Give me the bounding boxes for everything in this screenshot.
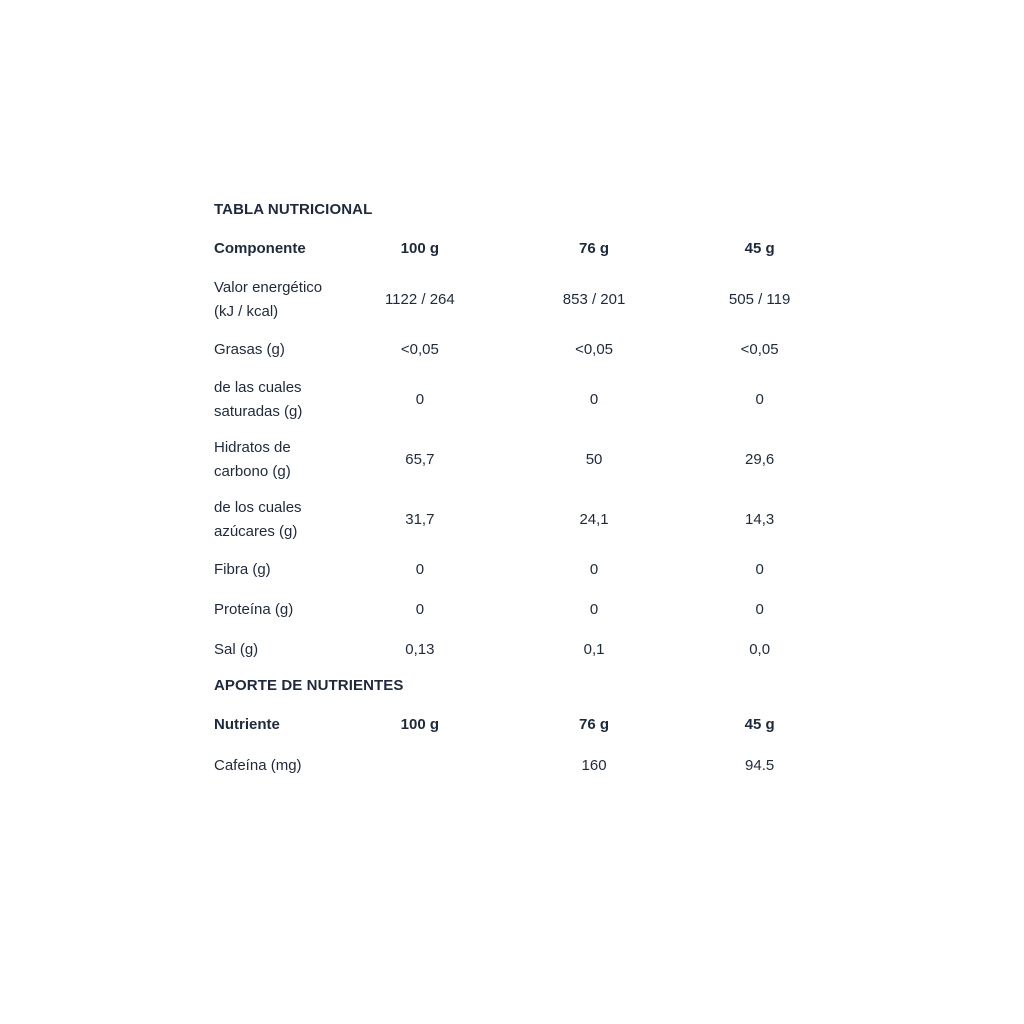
table-row-energy — [214, 270, 834, 330]
row-label: Grasas (g) — [214, 341, 285, 358]
nutrition-content — [214, 196, 834, 786]
table-row-sugars — [214, 490, 834, 550]
nutrients-table-header — [214, 710, 834, 740]
cell-100g: 65,7 — [405, 451, 435, 468]
cell-45g: 0 — [755, 391, 764, 408]
row-label: Cafeína (mg) — [214, 757, 302, 774]
cell-45g: 0 — [755, 601, 764, 618]
cell-45g: 505 / 119 — [728, 291, 791, 308]
cell-76g: 0 — [589, 561, 599, 578]
header-100g: 100 g — [400, 716, 440, 733]
table-row-fat — [214, 330, 834, 370]
cell-76g: 50 — [585, 451, 603, 468]
header-76g: 76 g — [579, 240, 610, 257]
row-label: Fibra (g) — [214, 561, 271, 578]
cell-100g: 31,7 — [405, 511, 435, 528]
table-row-fiber — [214, 550, 834, 590]
cell-76g: 853 / 201 — [562, 291, 626, 308]
row-label: Sal (g) — [214, 641, 259, 658]
row-label: Proteína (g) — [214, 601, 294, 618]
cell-76g: 24,1 — [579, 511, 609, 528]
row-label: Valor energético (kJ / kcal) — [214, 279, 323, 320]
table-row-protein — [214, 590, 834, 630]
nutrients-table-title: APORTE DE NUTRIENTES — [214, 677, 404, 694]
row-label: de los cuales azúcares (g) — [214, 499, 302, 540]
nutrition-table-title: TABLA NUTRICIONAL — [214, 201, 373, 218]
header-100g: 100 g — [400, 240, 440, 257]
nutrition-table-header — [214, 234, 834, 264]
cell-100g: 0 — [415, 561, 425, 578]
table-row-carbs — [214, 430, 834, 490]
table-row-salt — [214, 630, 834, 670]
cell-45g: 0 — [755, 561, 764, 578]
row-label: de las cuales saturadas (g) — [214, 379, 303, 420]
cell-45g: 0,0 — [749, 641, 771, 658]
table-row-caffeine — [214, 746, 834, 786]
cell-100g: <0,05 — [400, 341, 439, 358]
cell-76g: 0 — [589, 391, 599, 408]
nutrition-table — [214, 234, 834, 670]
row-label: Hidratos de carbono (g) — [214, 439, 291, 480]
table-row-saturated — [214, 370, 834, 430]
cell-100g: 0,13 — [405, 641, 435, 658]
cell-100g: 0 — [415, 391, 425, 408]
cell-76g: 160 — [581, 757, 607, 774]
cell-76g: <0,05 — [575, 341, 614, 358]
cell-45g: <0,05 — [740, 341, 779, 358]
header-nutrient: Nutriente — [214, 716, 280, 733]
cell-45g: 29,6 — [745, 451, 775, 468]
nutrients-table — [214, 710, 834, 786]
header-76g: 76 g — [579, 716, 610, 733]
cell-45g: 94.5 — [745, 757, 775, 774]
cell-76g: 0 — [589, 601, 599, 618]
cell-45g: 14,3 — [745, 511, 775, 528]
header-45g: 45 g — [744, 716, 775, 733]
cell-100g: 1122 / 264 — [384, 291, 455, 308]
header-component: Componente — [214, 240, 306, 257]
cell-76g: 0,1 — [583, 641, 605, 658]
cell-100g: 0 — [415, 601, 425, 618]
header-45g: 45 g — [744, 240, 775, 257]
